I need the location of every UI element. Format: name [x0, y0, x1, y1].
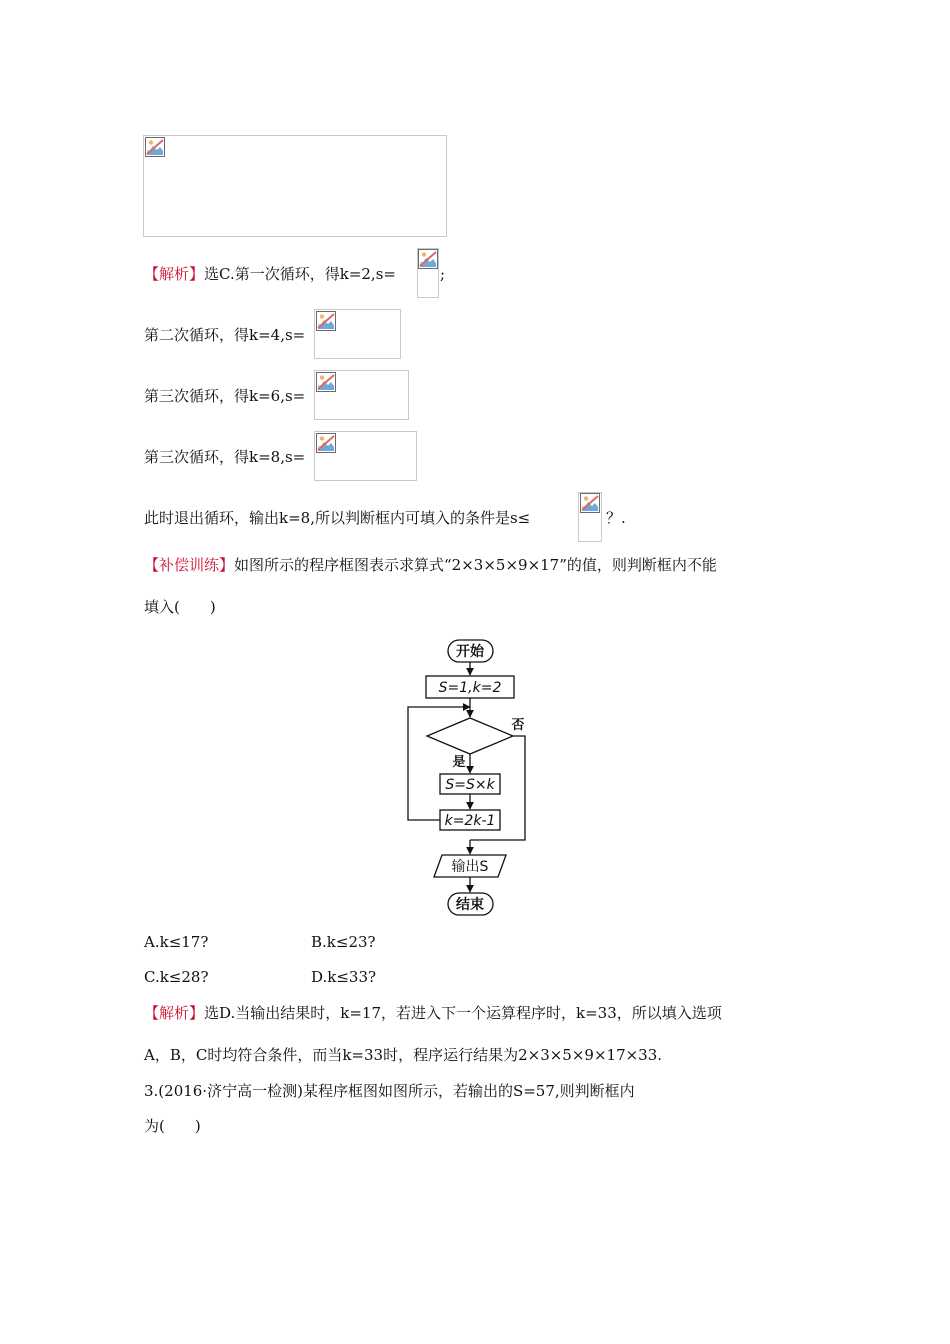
formula-image-4	[314, 431, 417, 481]
formula-image-2	[314, 309, 401, 359]
broken-image-icon	[316, 311, 336, 331]
analysis1-line4: 第三次循环，得k=8,s=	[144, 448, 306, 466]
no-label: 否	[511, 718, 525, 733]
broken-image-icon	[145, 137, 165, 157]
decision-diamond	[427, 718, 513, 754]
formula-image-1	[417, 248, 439, 298]
analysis1-line1-end: ;	[440, 265, 446, 283]
flowchart	[395, 635, 540, 920]
broken-image-icon	[316, 372, 336, 392]
output-label: 输出S	[451, 859, 489, 875]
analysis1-line1: 【解析】选C.第一次循环，得k=2,s=	[144, 265, 396, 283]
broken-image-icon	[580, 493, 600, 513]
analysis1-line3: 第三次循环，得k=6,s=	[144, 387, 306, 405]
broken-image-icon	[316, 433, 336, 453]
update-label: k=2k-1	[444, 813, 496, 829]
broken-image-icon	[418, 249, 438, 269]
formula-image-3	[314, 370, 409, 420]
analysis1-line5: 此时退出循环，输出k=8,所以判断框内可填入的条件是s≤	[144, 509, 531, 527]
analysis2-line2: A，B，C时均符合条件，而当k=33时，程序运行结果为2×3×5×9×17×33.	[144, 1046, 663, 1064]
option-d: D.k≤33?	[311, 968, 377, 986]
question3-line2: 为( )	[144, 1117, 201, 1135]
start-label: 开始	[456, 644, 484, 660]
practice-tag: 【补偿训练】	[144, 556, 235, 574]
analysis2-line1: 【解析】选D.当输出结果时，k=17，若进入下一个运算程序时，k=33，所以填入选项	[144, 1004, 722, 1022]
option-a: A.k≤17?	[144, 933, 209, 951]
practice-line1: 【补偿训练】如图所示的程序框图表示求算式“2×3×5×9×17”的值，则判断框内不能	[144, 556, 717, 574]
analysis1-line5-end: ？.	[606, 509, 626, 527]
analysis-tag-2: 【解析】	[144, 1004, 205, 1022]
option-b: B.k≤23?	[311, 933, 376, 951]
multiply-label: S=S×k	[445, 777, 495, 793]
end-label: 结束	[456, 897, 484, 913]
analysis1-line2: 第二次循环，得k=4,s=	[144, 326, 306, 344]
analysis-tag: 【解析】	[144, 265, 205, 283]
image-placeholder	[143, 135, 447, 237]
yes-label: 是	[452, 755, 466, 770]
question3-line1: 3.(2016·济宁高一检测)某程序框图如图所示，若输出的S=57,则判断框内	[144, 1082, 635, 1100]
practice-line2: 填入( )	[144, 598, 216, 616]
option-c: C.k≤28?	[144, 968, 209, 986]
init-label: S=1,k=2	[438, 680, 502, 696]
formula-image-5	[578, 492, 602, 542]
